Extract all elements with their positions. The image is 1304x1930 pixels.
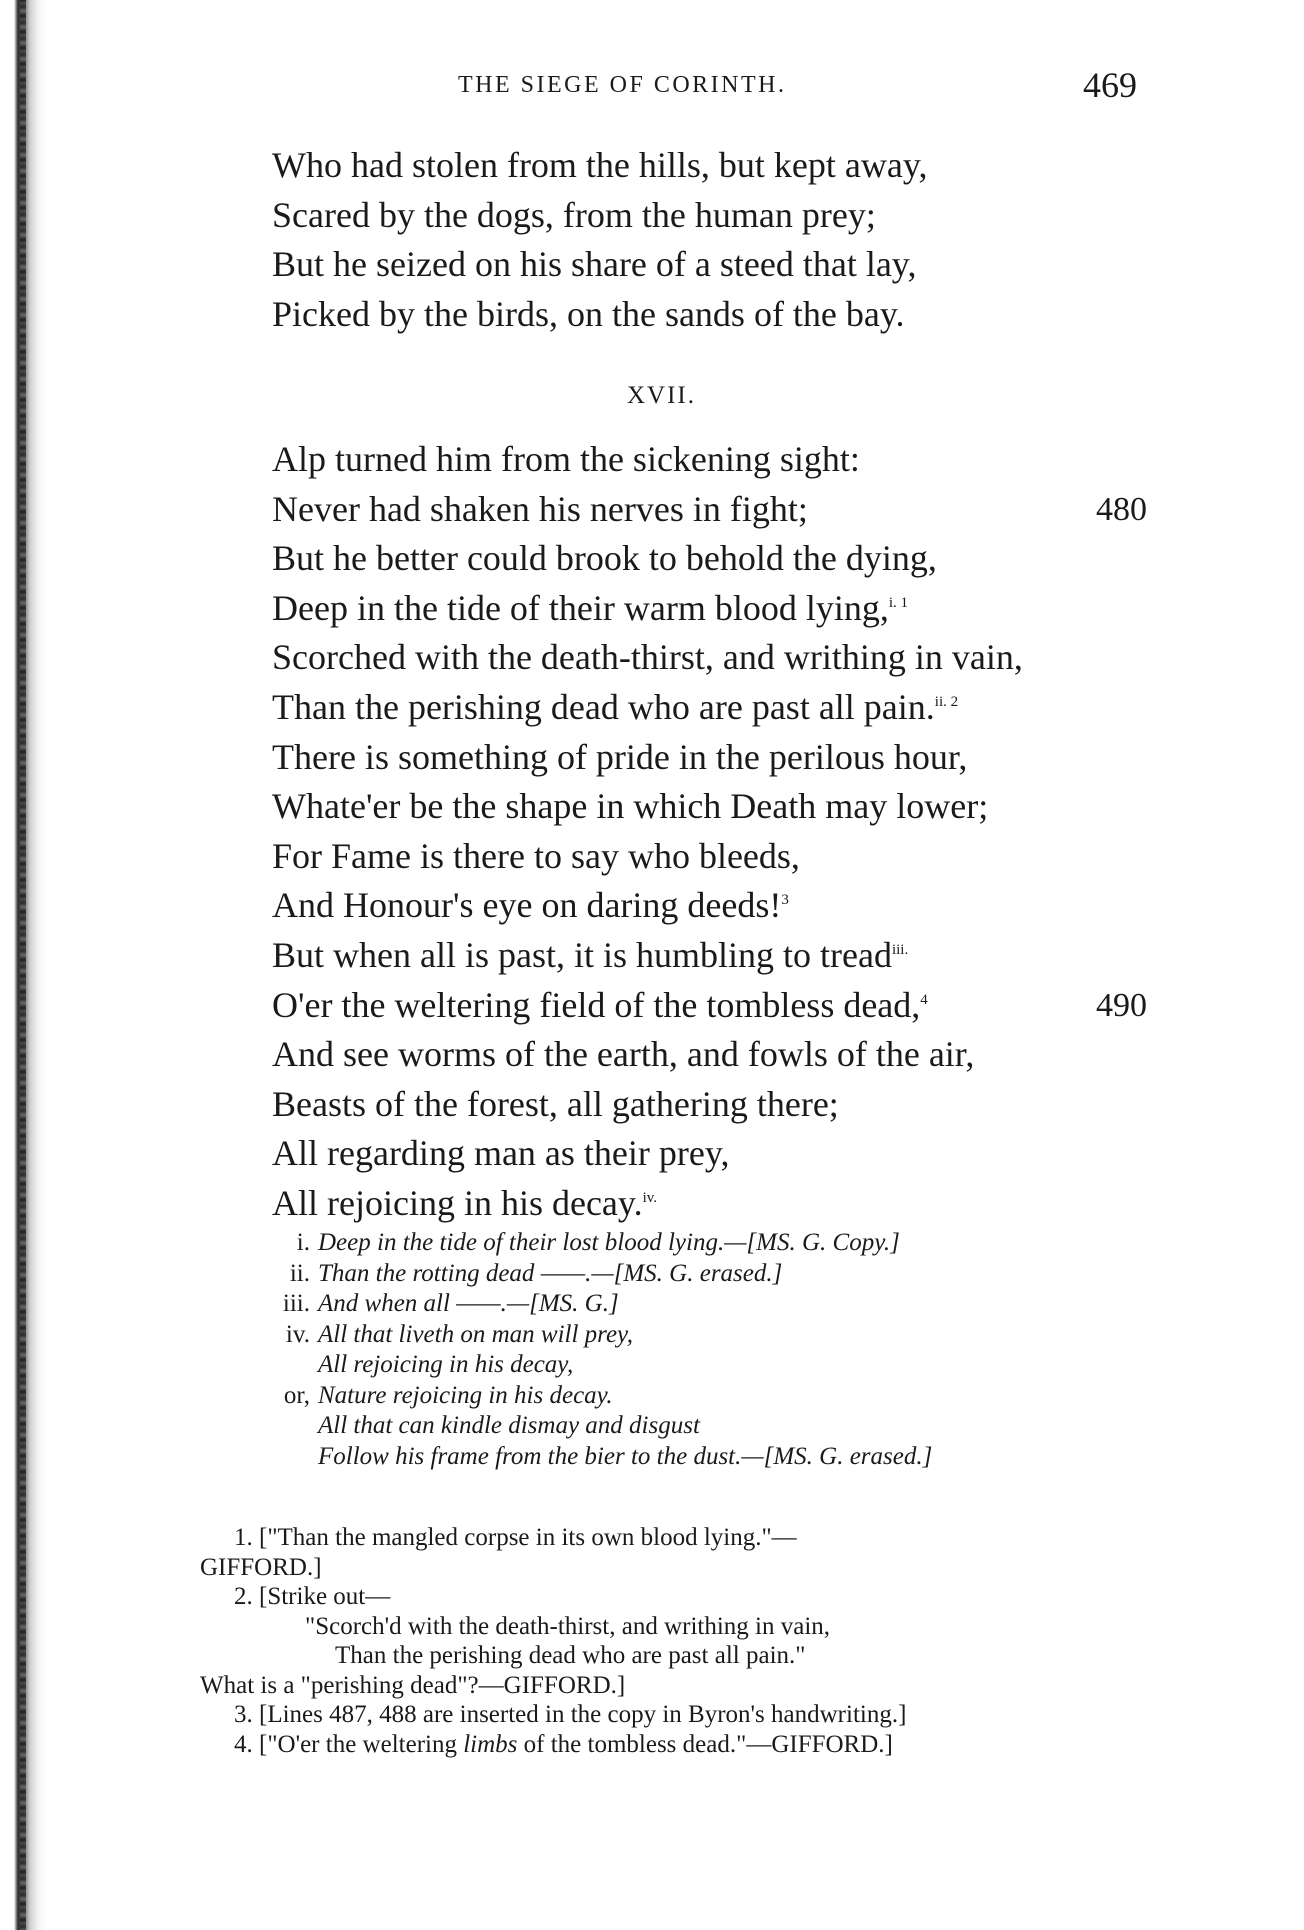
variant-source: —[MS. G. erased.] [741,1442,933,1470]
footnote-2-quote: Than the perishing dead who are past all pain." [335,1642,806,1669]
verse-text: There is something of pride in the perilous hour, [272,736,968,777]
verse-text: All regarding man as their prey, [272,1133,730,1174]
footnote-3: 3. [Lines 487, 488 are inserted in the copy in Byron's handwriting.] [234,1701,907,1728]
footnote-2-quote: "Scorch'd with the death-thirst, and writhing in vain, [305,1612,831,1640]
verse-text: Deep in the tide of their warm blood lying, [272,587,889,628]
footnote-ref: i. 1 [888,594,909,611]
footnote-2-cont: What is a "perishing dead"?—GIFFORD.] [200,1671,626,1699]
verse-line [272,534,1147,584]
variant-note [250,1228,932,1259]
footnote-text: of the tombless dead."—GIFFORD.] [517,1730,893,1758]
verse-text: All rejoicing in his decay. [272,1182,643,1223]
stanza-xvii [272,435,1147,1229]
variant-source: —[MS. G. Copy.] [724,1229,900,1256]
footnote-1: 1. ["Than the mangled corpse in its own blood lying."— [234,1524,797,1551]
verse-line [272,584,1147,634]
verse-line [272,981,1147,1031]
verse-line: But he seized on his share of a steed that lay, [272,244,917,285]
verse-line: Scared by the dogs, from the human prey; [272,194,876,235]
verse-line [272,1030,1147,1080]
variant-text: Deep in the tide of their lost blood lying. [318,1229,725,1256]
verse-line [272,435,1147,485]
verse-line: Picked by the birds, on the sands of the bay. [272,293,905,334]
footnote-ref: ii. 2 [934,693,959,710]
footnote-ref: iv. [642,1189,658,1206]
variant-text: Nature rejoicing in his decay. [318,1381,613,1409]
variant-note-cont [250,1350,932,1381]
verse-text: Than the perishing dead who are past all pain. [272,686,935,727]
line-number: 480 [1096,490,1147,528]
variant-label: or, [283,1381,310,1409]
footnotes [200,1523,1160,1759]
verse-text: Scorched with the death-thirst, and writhing in vain, [272,637,1023,678]
verse-text: Alp turned him from the sickening sight: [272,439,860,479]
footnote-italic: limbs [463,1730,518,1758]
verse-line [272,1080,1147,1130]
variant-note [250,1289,932,1320]
verse-text: But he better could brook to behold the dying, [272,538,937,579]
verse-line: Who had stolen from the hills, but kept away, [272,145,928,185]
variant-text: And when all [318,1290,450,1317]
verse-text: But when all is past, it is humbling to tread [272,934,892,975]
line-number: 490 [1096,986,1147,1024]
footnote-ref: 4 [920,991,928,1008]
variant-note [250,1320,932,1351]
footnote-4 [200,1730,1160,1760]
footnote-text: 4. ["O'er the weltering [234,1730,464,1758]
variant-source: ——.—[MS. G. erased.] [540,1259,783,1287]
variant-note [250,1259,932,1290]
verse-text: Whate'er be the shape in which Death may lower; [272,786,989,827]
footnote-ref: iii. [891,941,909,958]
variant-source: ——.—[MS. G.] [456,1290,619,1317]
variant-label: iv. [285,1320,310,1348]
verse-text: Beasts of the forest, all gathering there; [272,1083,839,1124]
variant-text: All that liveth on man will prey, [318,1320,634,1348]
verse-line [272,832,1147,882]
footnote-ref: 3 [781,892,789,909]
variant-note-cont [250,1442,932,1473]
verse-line [272,683,1147,733]
variant-text: All that can kindle dismay and disgust [318,1412,700,1439]
verse-line [272,633,1147,683]
variant-readings [250,1228,932,1472]
page-binding-edge [20,0,26,1930]
verse-line [272,1129,1147,1179]
verse-line [272,881,1147,931]
variant-text: Than the rotting dead [318,1259,535,1287]
section-heading: XVII. [627,382,697,409]
running-header: THE SIEGE OF CORINTH. [458,72,787,98]
variant-text: All rejoicing in his decay, [318,1351,574,1378]
page-number: 469 [1083,65,1137,105]
verse-text: And see worms of the earth, and fowls of the air, [272,1034,975,1075]
variant-label: i. [296,1229,310,1256]
verse-text: For Fame is there to say who bleeds, [272,835,800,876]
verse-text: Never had shaken his nerves in fight; [272,488,808,529]
verse-text: O'er the weltering field of the tombless dead, [272,984,921,1025]
stanza-continuation [272,141,1147,339]
footnote-2: 2. [Strike out— [234,1583,391,1610]
verse-text: And Honour's eye on daring deeds! [272,885,782,926]
footnote-1-cont: GIFFORD.] [200,1553,322,1581]
variant-note [250,1381,932,1412]
verse-line [272,733,1147,783]
variant-text: Follow his frame from the bier to the dust. [318,1442,742,1470]
variant-label: iii. [282,1290,310,1317]
verse-line [272,1179,1147,1229]
verse-line [272,931,1147,981]
verse-line [272,782,1147,832]
verse-line [272,485,1147,535]
variant-label: ii. [289,1259,310,1287]
variant-note-cont [250,1411,932,1442]
